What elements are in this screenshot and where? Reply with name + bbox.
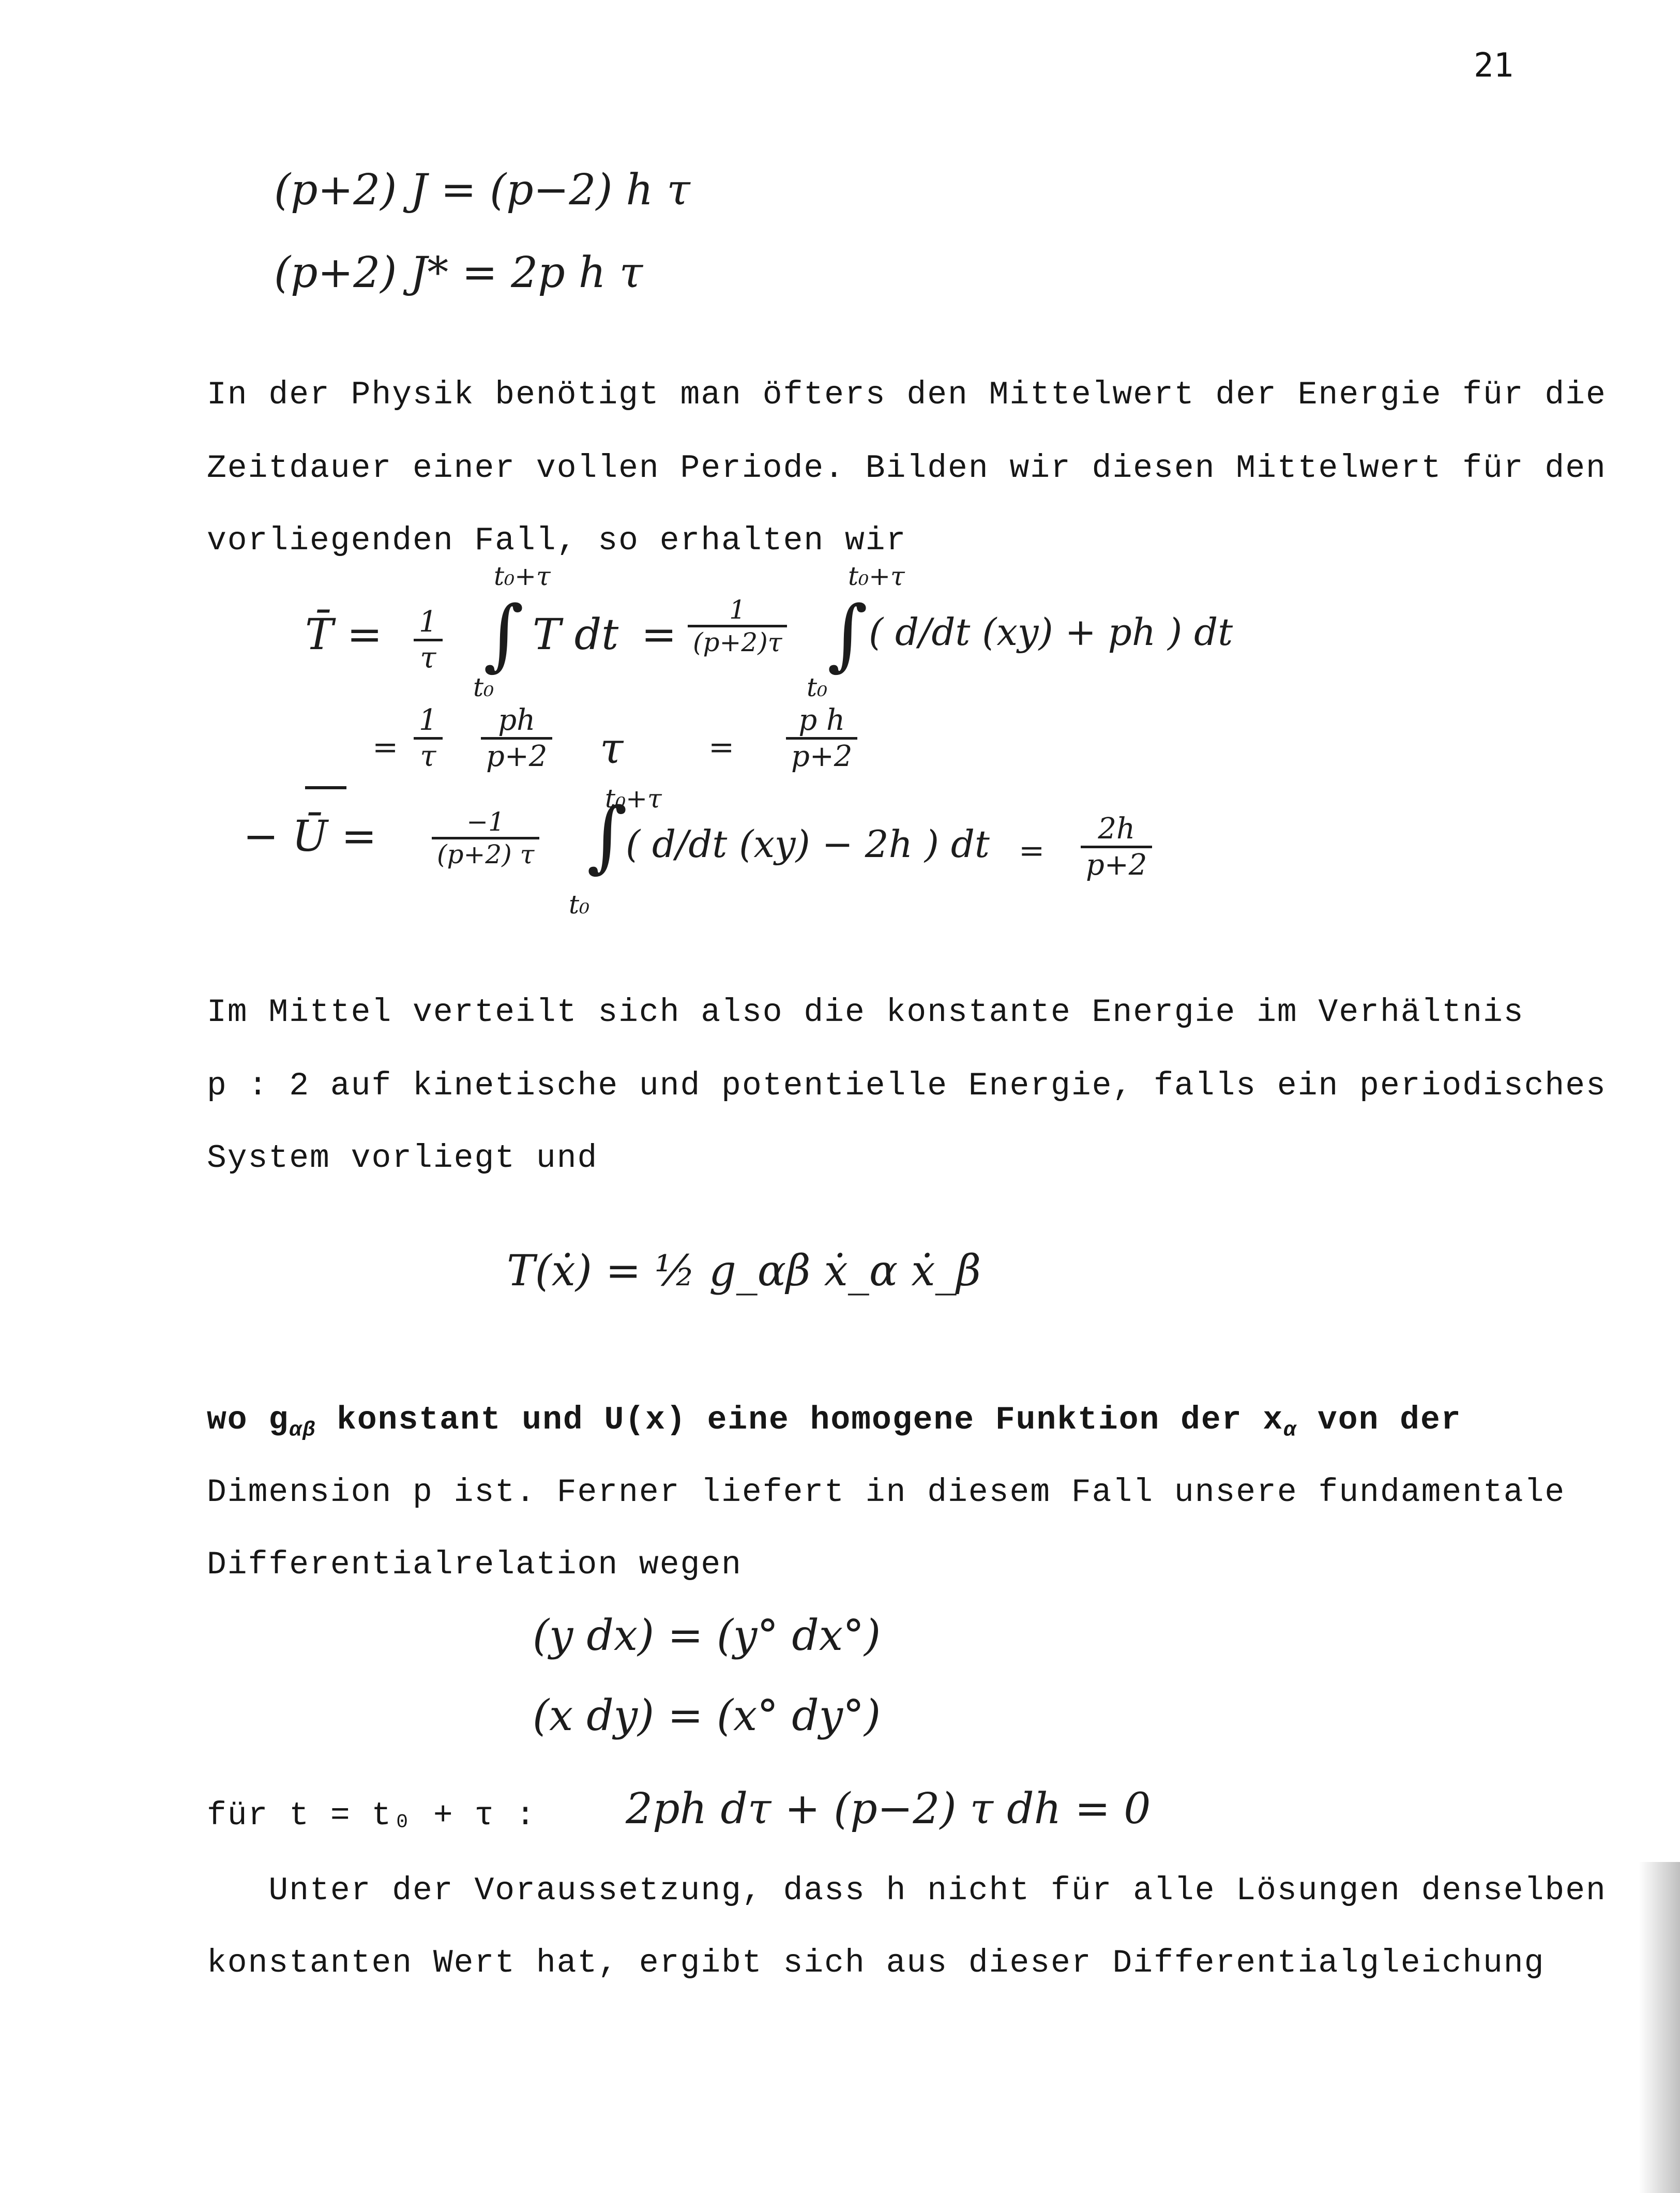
relation-line-2: (x dy) = (x° dy°)	[533, 1691, 881, 1740]
integrand-2: ( d/dt (xy) + ph ) dt	[869, 610, 1233, 654]
integral-upper-limit: t₀+τ	[494, 561, 551, 591]
fraction-result-U	[1081, 812, 1152, 882]
integral-lower-limit: t₀	[473, 672, 494, 702]
fraction-numerator: 2h	[1081, 812, 1152, 848]
fraction-result-T	[786, 703, 857, 773]
paragraph-1-line-3: vorliegenden Fall, so erhalten wir	[207, 522, 907, 559]
fraction-numerator: −1	[432, 807, 539, 839]
subscript-alpha: α	[1283, 1419, 1297, 1443]
mean-T-label: T̄ =	[305, 610, 383, 659]
fraction-ph-over-p2	[481, 703, 552, 773]
fraction-numerator: 1	[688, 595, 787, 627]
fraction-denominator: τ	[420, 740, 436, 773]
integral-lower-limit-2: t₀	[807, 672, 828, 702]
integrand-T-dt: T dt	[533, 610, 619, 659]
integral-sign-3: ∫	[587, 791, 628, 881]
fraction-numerator: ph	[481, 703, 552, 740]
paragraph-1-line-1: In der Physik benötigt man öfters den Mittelwert der Energie für die	[207, 377, 1607, 413]
equation-line-2: (p+2) J* = 2p h τ	[274, 248, 643, 297]
fraction-denominator: (p+2) τ	[437, 839, 535, 869]
paragraph-4-line-2: konstanten Wert hat, ergibt sich aus dieser Differentialgleichung	[207, 1945, 1545, 1981]
paragraph-2-line-1: Im Mittel verteilt sich also die konstante Energie im Verhältnis	[207, 994, 1524, 1031]
paragraph-1-line-2: Zeitdauer einer vollen Periode. Bilden wir diesen Mittelwert für den	[207, 450, 1607, 487]
paragraph-2-line-2: p : 2 auf kinetische und potentielle Energie, falls ein periodisches	[207, 1068, 1607, 1104]
differential-equation: 2ph dτ + (p−2) τ dh = 0	[626, 1784, 1151, 1834]
fraction-denominator: τ	[420, 641, 436, 675]
fraction-numerator: 1	[414, 703, 443, 740]
integrand-3: ( d/dt (xy) − 2h ) dt	[626, 822, 990, 866]
fraction-numerator: p h	[786, 703, 857, 740]
paragraph-3-line-2: Dimension p ist. Ferner liefert in diesem Fall unsere fundamentale	[207, 1474, 1566, 1511]
text-fragment: von der	[1297, 1402, 1462, 1438]
page-number: 21	[1474, 47, 1514, 85]
fraction-denominator: p+2	[486, 740, 548, 773]
paragraph-2-line-3: System vorliegt und	[207, 1140, 598, 1177]
page-edge-shadow	[1639, 1862, 1680, 2193]
fraction-numerator: 1	[414, 605, 443, 641]
integral-upper-limit-2: t₀+τ	[848, 561, 905, 591]
subscript-alpha-beta: αβ	[289, 1419, 316, 1443]
overbar-U	[305, 786, 346, 789]
tau-symbol: τ	[600, 724, 624, 773]
integral-upper-limit-3: t₀+τ	[605, 784, 662, 814]
integral-sign: ∫	[483, 590, 524, 680]
fraction-denominator: p+2	[1086, 848, 1147, 882]
mean-U-label: − Ū =	[243, 812, 377, 861]
text-fragment: wo g	[207, 1402, 290, 1438]
paragraph-4-line-1: Unter der Voraussetzung, dass h nicht für alle Lösungen denselben	[207, 1872, 1607, 1909]
fraction-one-over-tau	[414, 703, 443, 773]
equals-sign: =	[708, 729, 735, 765]
equals-sign: =	[372, 729, 399, 765]
paragraph-3-line-3: Differentialrelation wegen	[207, 1546, 742, 1583]
text-fragment: konstant und U(x) eine homogene Funktion der x	[316, 1402, 1284, 1438]
kinetic-energy-equation: T(ẋ) = ½ g_αβ ẋ_α ẋ_β	[507, 1246, 981, 1296]
fraction-denominator: p+2	[791, 740, 853, 773]
integral-lower-limit-3: t₀	[569, 890, 590, 920]
paragraph-3-line-1	[207, 1402, 1462, 1443]
condition-label: für t = t₀ + τ :	[207, 1797, 536, 1834]
equals-sign: =	[641, 610, 677, 659]
fraction-minus-one-over-p2-tau	[432, 807, 539, 869]
fraction-one-over-tau	[414, 605, 443, 675]
equation-line-1: (p+2) J = (p−2) h τ	[274, 166, 690, 215]
equals-sign: =	[1019, 833, 1045, 869]
relation-line-1: (y dx) = (y° dx°)	[533, 1611, 881, 1660]
fraction-one-over-p2-tau	[688, 595, 787, 657]
integral-sign-2: ∫	[827, 590, 868, 680]
fraction-denominator: (p+2)τ	[693, 627, 782, 657]
